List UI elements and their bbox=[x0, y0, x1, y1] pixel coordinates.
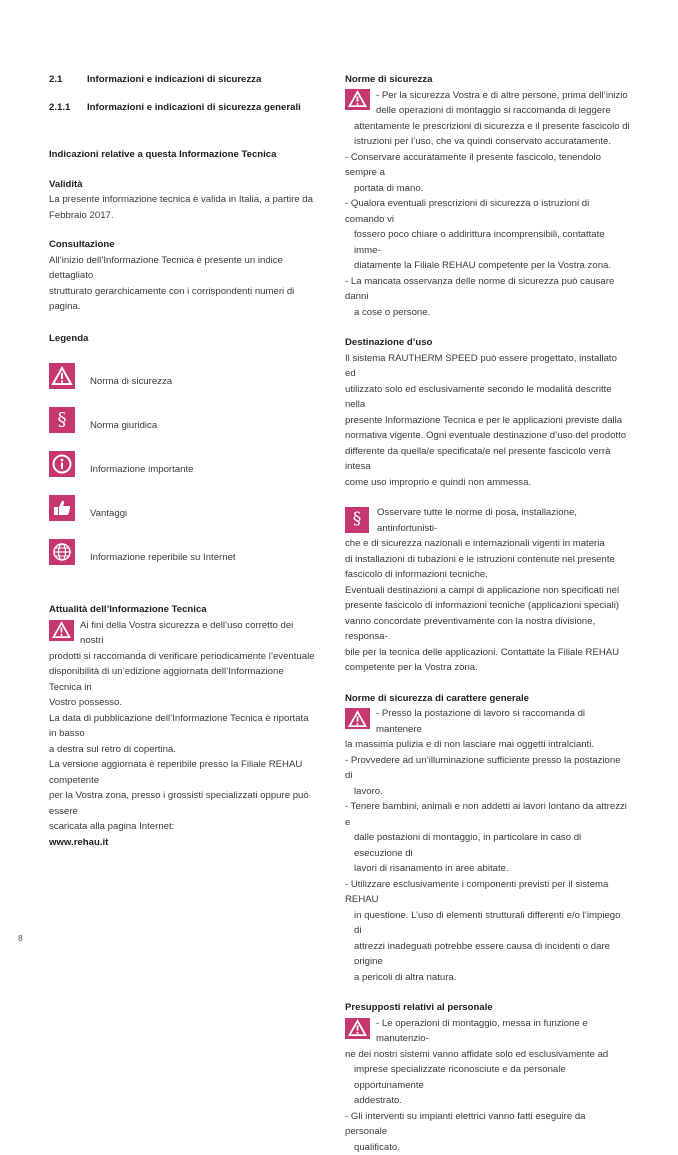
generale-bullet: attrezzi inadeguati potrebbe essere causa di incidenti o dare origine bbox=[345, 939, 630, 970]
osservare-text: bile per la tecnica delle applicazioni. Contattate la Filiale REHAU bbox=[345, 645, 630, 661]
left-column bbox=[49, 72, 317, 850]
generale-bullet: a pericoli di altra natura. bbox=[345, 970, 630, 986]
warning-icon bbox=[345, 1018, 370, 1039]
destinazione-text: come uso improprio e quindi non ammessa. bbox=[345, 475, 630, 491]
warning-icon bbox=[49, 620, 74, 641]
osservare-text: presente fascicolo di informazioni tecniche (applicazioni speciali) bbox=[345, 598, 630, 614]
generale-bullet: - Utilizzare esclusivamente i componenti previsti per il sistema REHAU bbox=[345, 877, 630, 908]
legend-item bbox=[49, 362, 172, 390]
section-number: 2.1.1 bbox=[49, 100, 87, 116]
destinazione-text: utilizzato solo ed esclusivamente secondo le modalità descritte nella bbox=[345, 382, 630, 413]
legend-item bbox=[49, 538, 236, 566]
legenda-heading: Legenda bbox=[49, 331, 317, 347]
section-heading-2-1 bbox=[49, 72, 317, 88]
norme-text: - Per la sicurezza Vostra e di altre persone, prima dell’inizio bbox=[345, 88, 630, 104]
attualita-text: scaricata alla pagina Internet: bbox=[49, 819, 317, 835]
paragraph-icon: § bbox=[49, 407, 75, 433]
warning-icon bbox=[49, 363, 75, 389]
generale-bullet: dalle postazioni di montaggio, in particolare in caso di esecuzione di bbox=[345, 830, 630, 861]
legend-label: Norma di sicurezza bbox=[90, 374, 172, 390]
norme-bullet: diatamente la Filiale REHAU competente per la Vostra zona. bbox=[345, 258, 630, 274]
attualita-text: per la Vostra zona, presso i grossisti specializzati oppure può essere bbox=[49, 788, 317, 819]
legend-label: Vantaggi bbox=[90, 506, 127, 522]
legend-item bbox=[49, 406, 157, 434]
destinazione-text: Il sistema RAUTHERM SPEED può essere progettato, installato ed bbox=[345, 351, 630, 382]
attualita-text: Vostro possesso. bbox=[49, 695, 317, 711]
osservare-text: fascicolo di informazioni tecniche. bbox=[345, 567, 630, 583]
attualita-text: La versione aggiornata è reperibile presso la Filiale REHAU bbox=[49, 757, 317, 773]
generale-bullet: lavoro. bbox=[345, 784, 630, 800]
osservare-text: Osservare tutte le norme di posa, installazione, antinfortunisti- bbox=[345, 505, 630, 536]
osservare-text: che e di sicurezza nazionali e internazionali vigenti in materia bbox=[345, 536, 630, 552]
generale-warning-block bbox=[345, 706, 630, 753]
norme-bullet: - La mancata osservanza delle norme di sicurezza può causare danni bbox=[345, 274, 630, 305]
personale-text: ne dei nostri sistemi vanno affidate solo ed esclusivamente ad bbox=[345, 1047, 630, 1063]
norme-bullet: - Qualora eventuali prescrizioni di sicurezza o istruzioni di comando vi bbox=[345, 196, 630, 227]
norme-text: attentamente le prescrizioni di sicurezza e il presente fascicolo di bbox=[345, 119, 630, 135]
attualita-warning-block bbox=[49, 618, 317, 665]
paragraph-icon: § bbox=[345, 507, 369, 533]
norme-text: delle operazioni di montaggio si raccomanda di leggere bbox=[345, 103, 630, 119]
destinazione-heading: Destinazione d’uso bbox=[345, 335, 630, 351]
personale-text: imprese specializzate riconosciute e da personale opportunamente bbox=[345, 1062, 630, 1093]
osservare-text: vanno concordate preventivamente con la nostra divisione, responsa- bbox=[345, 614, 630, 645]
attualita-text: competente bbox=[49, 773, 317, 789]
norme-heading: Norme di sicurezza bbox=[345, 72, 630, 88]
info-icon bbox=[49, 451, 75, 477]
warning-icon bbox=[345, 89, 370, 110]
destinazione-text: normativa vigente. Ogni eventuale destinazione d’uso del prodotto bbox=[345, 428, 630, 444]
warning-icon bbox=[345, 708, 370, 729]
validita-heading: Validità bbox=[49, 177, 317, 193]
section-title: Informazioni e indicazioni di sicurezza generali bbox=[87, 100, 301, 116]
attualita-text: Ai fini della Vostra sicurezza e dell’uso corretto dei nostri bbox=[49, 618, 317, 649]
attualita-text: prodotti si raccomanda di verificare periodicamente l’eventuale bbox=[49, 649, 317, 665]
legend-label: Informazione importante bbox=[90, 462, 193, 478]
attualita-text: a destra sul retro di copertina. bbox=[49, 742, 317, 758]
section-heading-2-1-1 bbox=[49, 100, 317, 116]
personale-heading: Presupposti relativi al personale bbox=[345, 1000, 630, 1016]
indicazioni-heading: Indicazioni relative a questa Informazione Tecnica bbox=[49, 147, 317, 163]
norme-bullet: fossero poco chiare o addirittura incomprensibili, contattate imme- bbox=[345, 227, 630, 258]
validita-text: La presente informazione tecnica è valida in Italia, a partire da bbox=[49, 192, 317, 208]
osservare-text: di installazioni di tubazioni e le istruzioni contenute nel presente bbox=[345, 552, 630, 568]
page-number: 8 bbox=[18, 931, 23, 947]
consultazione-text: strutturato gerarchicamente con i corrispondenti numeri di pagina. bbox=[49, 284, 317, 315]
right-column bbox=[345, 72, 630, 1155]
generale-text: - Presso la postazione di lavoro si raccomanda di mantenere bbox=[345, 706, 630, 737]
personale-warning-block bbox=[345, 1016, 630, 1063]
generale-bullet: - Provvedere ad un’illuminazione sufficiente presso la postazione di bbox=[345, 753, 630, 784]
legend-list bbox=[49, 346, 317, 576]
section-title: Informazioni e indicazioni di sicurezza bbox=[87, 72, 261, 88]
attualita-text: disponibilità di un’edizione aggiornata dell’Informazione Tecnica in bbox=[49, 664, 317, 695]
norme-bullet: a cose o persone. bbox=[345, 305, 630, 321]
personale-text: addestrato. bbox=[345, 1093, 630, 1109]
norme-warning-block bbox=[345, 88, 630, 119]
norme-bullet: - Conservare accuratamente il presente fascicolo, tenendolo sempre a bbox=[345, 150, 630, 181]
osservare-legal-block bbox=[345, 505, 630, 552]
norme-bullet: portata di mano. bbox=[345, 181, 630, 197]
attualita-heading: Attualità dell’Informazione Tecnica bbox=[49, 602, 317, 618]
personale-text: - Le operazioni di montaggio, messa in funzione e manutenzio- bbox=[345, 1016, 630, 1047]
generale-bullet: in questione. L’uso di elementi strutturali differenti e/o l’impiego di bbox=[345, 908, 630, 939]
legend-item bbox=[49, 450, 193, 478]
personale-bullet: - Gli interventi su impianti elettrici vanno fatti eseguire da personale bbox=[345, 1109, 630, 1140]
personale-bullet: qualificato. bbox=[345, 1140, 630, 1155]
consultazione-text: All’inizio dell’Informazione Tecnica è presente un indice dettagliato bbox=[49, 253, 317, 284]
generale-bullet: lavori di risanamento in aree abitate. bbox=[345, 861, 630, 877]
legend-label: Norma giuridica bbox=[90, 418, 157, 434]
thumbs-up-icon bbox=[49, 495, 75, 521]
attualita-text: La data di pubblicazione dell’Informazione Tecnica è riportata in basso bbox=[49, 711, 317, 742]
validita-text: Febbraio 2017. bbox=[49, 208, 317, 224]
generale-heading: Norme di sicurezza di carattere generale bbox=[345, 691, 630, 707]
destinazione-text: presente Informazione Tecnica e per le applicazioni previste dalla bbox=[345, 413, 630, 429]
generale-text: la massima pulizia e di non lasciare mai oggetti intralcianti. bbox=[345, 737, 630, 753]
rehau-website-link[interactable]: www.rehau.it bbox=[49, 835, 317, 851]
section-number: 2.1 bbox=[49, 72, 87, 88]
norme-text: istruzioni per l’uso, che va quindi conservato accuratamente. bbox=[345, 134, 630, 150]
legend-label: Informazione reperibile su Internet bbox=[90, 550, 236, 566]
consultazione-heading: Consultazione bbox=[49, 237, 317, 253]
globe-icon bbox=[49, 539, 75, 565]
legend-item bbox=[49, 494, 127, 522]
generale-bullet: - Tenere bambini, animali e non addetti ai lavori lontano da attrezzi e bbox=[345, 799, 630, 830]
destinazione-text: differente da quella/e specificata/e nel presente fascicolo verrà intesa bbox=[345, 444, 630, 475]
osservare-text: Eventuali destinazioni a campi di applicazione non specificati nel bbox=[345, 583, 630, 599]
osservare-text: competente per la Vostra zona. bbox=[345, 660, 630, 676]
